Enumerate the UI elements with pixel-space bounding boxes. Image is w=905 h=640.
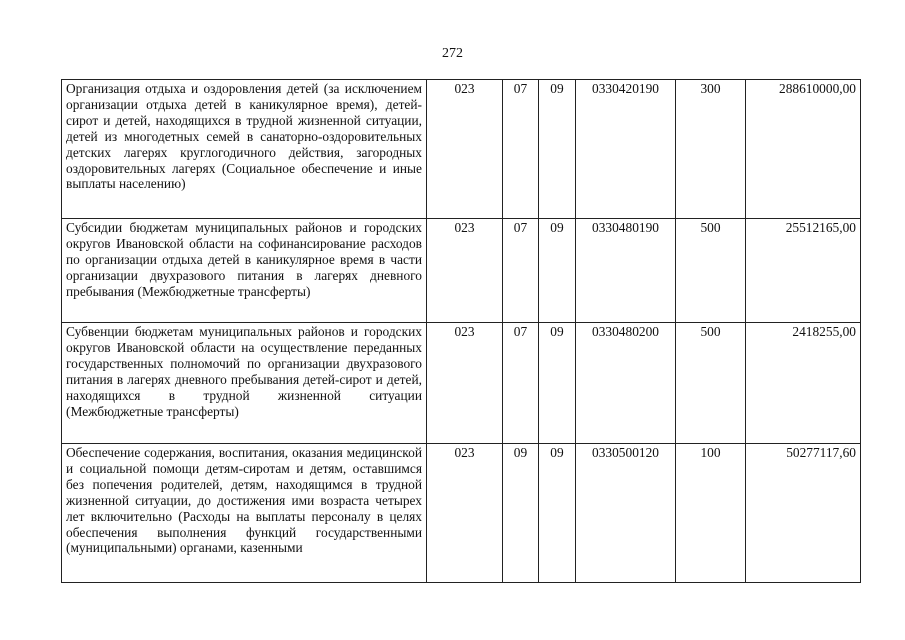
row-amount: 288610000,00: [746, 80, 861, 219]
table-row: [62, 444, 861, 583]
subsection-code: 09: [539, 444, 576, 583]
budget-table: [61, 79, 861, 583]
ministry-code: 023: [427, 323, 503, 444]
section-code: 07: [503, 80, 539, 219]
expense-type-code: 100: [676, 444, 746, 583]
ministry-code: 023: [427, 219, 503, 323]
table-row: [62, 323, 861, 444]
table-row: [62, 80, 861, 219]
expense-type-code: 300: [676, 80, 746, 219]
target-article-code: 0330480190: [576, 219, 676, 323]
row-amount: 50277117,60: [746, 444, 861, 583]
expense-type-code: 500: [676, 219, 746, 323]
target-article-code: 0330500120: [576, 444, 676, 583]
row-description: Субвенции бюджетам муниципальных районов и городских округов Ивановской области на осуществление переданных государственных полномочий по организации двухразового питания в лагерях дневного пребывания детей-сирот и детей, находящихся в трудной жизненной ситуации (Межбюджетные трансферты): [62, 323, 427, 444]
ministry-code: 023: [427, 444, 503, 583]
subsection-code: 09: [539, 323, 576, 444]
section-code: 07: [503, 323, 539, 444]
row-description: Обеспечение содержания, воспитания, оказания медицинской и социальной помощи детям-сиротам и детям, оставшимся без попечения родителей, детям, находящимся в трудной жизненной ситуации, до достижения ими возраста четырех лет включительно (Расходы на выплаты персоналу в целях обеспечения выполнения функций государственными (муниципальными) органами, казенными: [62, 444, 427, 583]
expense-type-code: 500: [676, 323, 746, 444]
subsection-code: 09: [539, 80, 576, 219]
subsection-code: 09: [539, 219, 576, 323]
page-number: 272: [442, 46, 463, 61]
row-amount: 25512165,00: [746, 219, 861, 323]
ministry-code: 023: [427, 80, 503, 219]
row-amount: 2418255,00: [746, 323, 861, 444]
target-article-code: 0330420190: [576, 80, 676, 219]
section-code: 09: [503, 444, 539, 583]
row-description: Субсидии бюджетам муниципальных районов и городских округов Ивановской области на софинансирование расходов по организации отдыха детей в каникулярное время в части организации двухразового питания в лагерях дневного пребывания (Межбюджетные трансферты): [62, 219, 427, 323]
table-row: [62, 219, 861, 323]
row-description: Организация отдыха и оздоровления детей (за исключением организации отдыха детей в каникулярное время), детей-сирот и детей, находящихся в трудной жизненной ситуации, детей из многодетных семей в санаторно-оздоровительных детских лагерях круглогодичного действия, загородных оздоровительных лагерях (Социальное обеспечение и иные выплаты населению): [62, 80, 427, 219]
target-article-code: 0330480200: [576, 323, 676, 444]
section-code: 07: [503, 219, 539, 323]
